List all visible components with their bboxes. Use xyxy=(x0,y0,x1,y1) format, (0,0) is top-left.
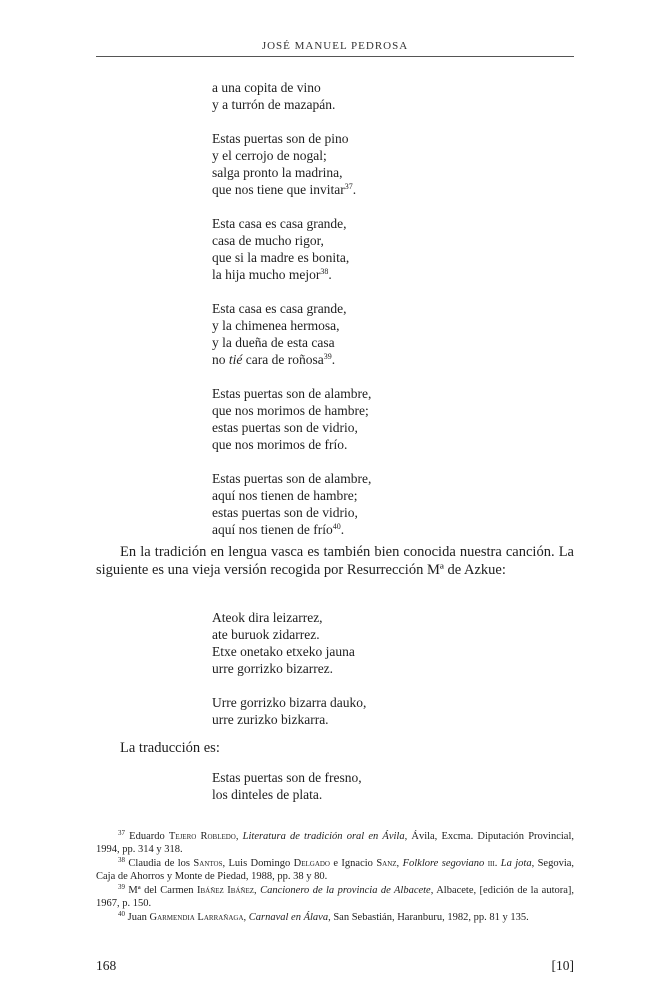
stanza xyxy=(212,769,362,803)
verse-line xyxy=(212,300,371,317)
verse-line xyxy=(212,385,371,402)
footnote-ref: 39 xyxy=(323,352,332,361)
verse-line xyxy=(212,643,366,660)
verse-text: no xyxy=(212,352,229,367)
verse-line xyxy=(212,402,371,419)
verse-italic: tié xyxy=(228,352,243,367)
footnote-text: , xyxy=(396,858,403,869)
footnote-text: Garmendia Larrañaga xyxy=(149,912,244,923)
verse-punct: . xyxy=(331,352,336,367)
verse-text: que nos morimos de hambre; xyxy=(212,403,369,418)
paragraph-basque-intro: En la tradición en lengua vasca es también bien conocida nuestra canción. La siguiente es una vieja versión recogida por Resurrección Mª de Azkue: xyxy=(96,544,574,578)
verse-text: urre zurizko bizkarra. xyxy=(212,712,329,727)
running-head: JOSÉ MANUEL PEDROSA xyxy=(261,40,409,52)
verse-line xyxy=(212,470,371,487)
verse-line xyxy=(212,436,371,453)
verse-text: Estas puertas son de fresno, xyxy=(212,770,362,785)
footnote-text: La jota xyxy=(500,858,532,869)
verse-text: Estas puertas son de alambre, xyxy=(212,471,372,486)
verse-punct: . xyxy=(328,267,332,282)
footnote-text: Sanz xyxy=(376,858,397,869)
verse-text: que nos morimos de frío. xyxy=(212,437,348,452)
verse-line xyxy=(212,711,366,728)
verse-text: Estas puertas son de alambre, xyxy=(212,386,372,401)
footnote-number: 39 xyxy=(118,883,125,891)
verse-text: aquí nos tienen de frío xyxy=(212,522,333,537)
verse-line xyxy=(212,786,362,803)
verse-text: y a turrón de mazapán. xyxy=(212,97,336,112)
verse-text: los dinteles de plata. xyxy=(212,787,323,802)
footnote-text: Tejero Robledo xyxy=(168,831,236,842)
verse-text: que si la madre es bonita, xyxy=(212,250,350,265)
verse-text: Etxe onetako etxeko jauna xyxy=(212,644,355,659)
verse-block-translation xyxy=(212,769,362,803)
footnote-text: Carnaval en Álava xyxy=(248,912,329,923)
verse-text: urre gorrizko bizarrez. xyxy=(212,661,334,676)
footnotes xyxy=(96,830,574,925)
footnote-text: Delgado xyxy=(293,858,330,869)
verse-line xyxy=(212,660,366,677)
verse-text: cara de roñosa xyxy=(242,352,324,367)
footnote-text: , Luis Domingo xyxy=(222,858,294,869)
verse-text: Urre gorrizko bizarra dauko, xyxy=(212,695,367,710)
verse-text: y la dueña de esta casa xyxy=(212,335,335,350)
verse-line xyxy=(212,317,371,334)
verse-line xyxy=(212,164,371,181)
page-number: 168 xyxy=(96,958,117,973)
verse-text: que nos tiene que invitar xyxy=(212,182,345,197)
verse-line xyxy=(212,215,371,232)
stanza xyxy=(212,609,366,677)
footnote-text: e Ignacio xyxy=(329,858,377,869)
verse-text: a una copita de vino xyxy=(212,80,321,95)
footnote-text: , xyxy=(254,885,261,896)
footnote-text: iii xyxy=(487,858,495,869)
footnote xyxy=(96,830,574,856)
verse-line xyxy=(212,521,371,538)
footnote-ref: 40 xyxy=(332,522,341,531)
stanza xyxy=(212,385,371,453)
header-rule xyxy=(96,56,574,57)
footnote-text: Ibáñez Ibáñez xyxy=(196,885,255,896)
verse-line xyxy=(212,181,371,198)
footnote-text: Cancionero de la provincia de Albacete xyxy=(260,885,431,896)
verse-block-top xyxy=(212,79,371,538)
footnote-number: 37 xyxy=(118,829,125,837)
verse-line xyxy=(212,419,371,436)
stanza xyxy=(212,79,371,113)
verse-line xyxy=(212,147,371,164)
verse-punct: . xyxy=(340,522,345,537)
stanza xyxy=(212,215,371,283)
verse-line xyxy=(212,769,362,786)
footnote-ref: 38 xyxy=(320,267,329,276)
footnote-text: . xyxy=(494,858,501,869)
verse-text: Esta casa es casa grande, xyxy=(212,216,347,231)
stanza xyxy=(212,470,371,538)
verse-line xyxy=(212,266,371,283)
stanza xyxy=(212,694,366,728)
footnote xyxy=(96,911,574,924)
stanza xyxy=(212,130,371,198)
verse-line xyxy=(212,351,371,368)
verse-punct: . xyxy=(352,182,357,197)
footnote-text: Juan xyxy=(127,912,150,923)
verse-line xyxy=(212,487,371,504)
footnote-text: Santos xyxy=(193,858,223,869)
footnote-number: 38 xyxy=(118,856,125,864)
verse-line xyxy=(212,504,371,521)
verse-line xyxy=(212,130,371,147)
footnote-text: , xyxy=(235,831,243,842)
verse-text: salga pronto la madrina, xyxy=(212,165,343,180)
verse-text: Estas puertas son de pino xyxy=(212,131,349,146)
verse-text: Esta casa es casa grande, xyxy=(212,301,347,316)
footnote xyxy=(96,884,574,910)
footnote-text: , Segovia, Caja de Ahorros y Monte de Piedad, 1988, pp. 38 y 80. xyxy=(96,858,575,882)
footnote-text: Claudia de los xyxy=(128,858,194,869)
verse-text: la hija mucho mejor xyxy=(212,267,321,282)
verse-line xyxy=(212,96,371,113)
verse-text: y el cerrojo de nogal; xyxy=(212,148,327,163)
paragraph-translation-intro: La traducción es: xyxy=(120,740,220,756)
verse-line xyxy=(212,79,371,96)
verse-text: casa de mucho rigor, xyxy=(212,233,324,248)
verse-text: y la chimenea hermosa, xyxy=(212,318,340,333)
footnote-ref: 37 xyxy=(344,182,353,191)
footnote-text: Folklore segoviano xyxy=(402,858,485,869)
verse-block-basque xyxy=(212,609,366,728)
footnote-number: 40 xyxy=(118,910,125,918)
verse-text: estas puertas son de vidrio, xyxy=(212,420,358,435)
verse-text: aquí nos tienen de hambre; xyxy=(212,488,358,503)
verse-line xyxy=(212,694,366,711)
verse-line xyxy=(212,232,371,249)
footnote-text: , Albacete, [edición de la autora], 1967, p. 150. xyxy=(96,885,575,909)
footnote-text: Mª del Carmen xyxy=(128,885,197,896)
footnote-text: , San Sebastián, Haranburu, 1982, pp. 81 y 135. xyxy=(328,912,529,923)
footnote-text: Literatura de tradición oral en Ávila xyxy=(242,831,405,842)
footnote xyxy=(96,857,574,883)
verse-line xyxy=(212,626,366,643)
verse-line xyxy=(212,609,366,626)
footnote-text: , xyxy=(243,912,249,923)
verse-line xyxy=(212,249,371,266)
verse-text: ate buruok zidarrez. xyxy=(212,627,320,642)
footnote-text: , Ávila, Excma. Diputación Provincial, 1994, pp. 314 y 318. xyxy=(96,831,574,855)
verse-text: estas puertas son de vidrio, xyxy=(212,505,358,520)
verse-text: Ateok dira leizarrez, xyxy=(212,610,323,625)
stanza xyxy=(212,300,371,368)
verse-line xyxy=(212,334,371,351)
folio-number: [10] xyxy=(551,958,574,973)
footnote-text: Eduardo xyxy=(129,831,169,842)
